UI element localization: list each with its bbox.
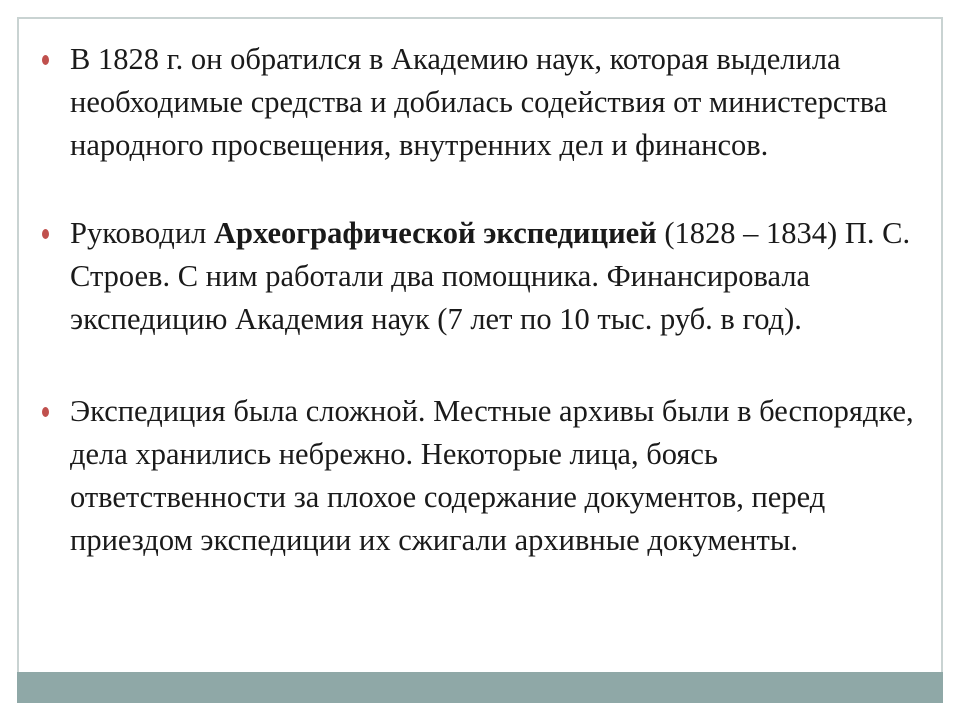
bullet-item (38, 212, 918, 384)
bullet-item (38, 38, 918, 206)
bullet-dot-icon (42, 229, 49, 239)
bullet-dot-icon (42, 55, 49, 65)
bullet-text-suffix: (1828 – 1834) П. С. Строев. С ним работали два помощника. Финансировала экспедицию Академия наук (7 лет по 10 тыс. руб. в год). (70, 216, 911, 336)
slide-body (38, 38, 918, 610)
bullet-dot-icon (42, 407, 49, 417)
bullet-text-prefix: Руководил (70, 216, 214, 250)
bullet-text-bold: Археографической экспедицией (213, 216, 657, 250)
bullet-item (38, 390, 918, 604)
footer-band (17, 672, 943, 703)
bullet-list (38, 38, 918, 604)
bullet-text: В 1828 г. он обратился в Академию наук, которая выделила необходимые средства и добилась содействия от министерства народного просвещения, внутренних дел и финансов. (70, 42, 888, 162)
bullet-text: Экспедиция была сложной. Местные архивы были в беспорядке, дела хранились небрежно. Некоторые лица, боясь ответственности за плохое содержание документов, перед приездом экспедиции их сжигали архивные документы. (70, 394, 914, 557)
